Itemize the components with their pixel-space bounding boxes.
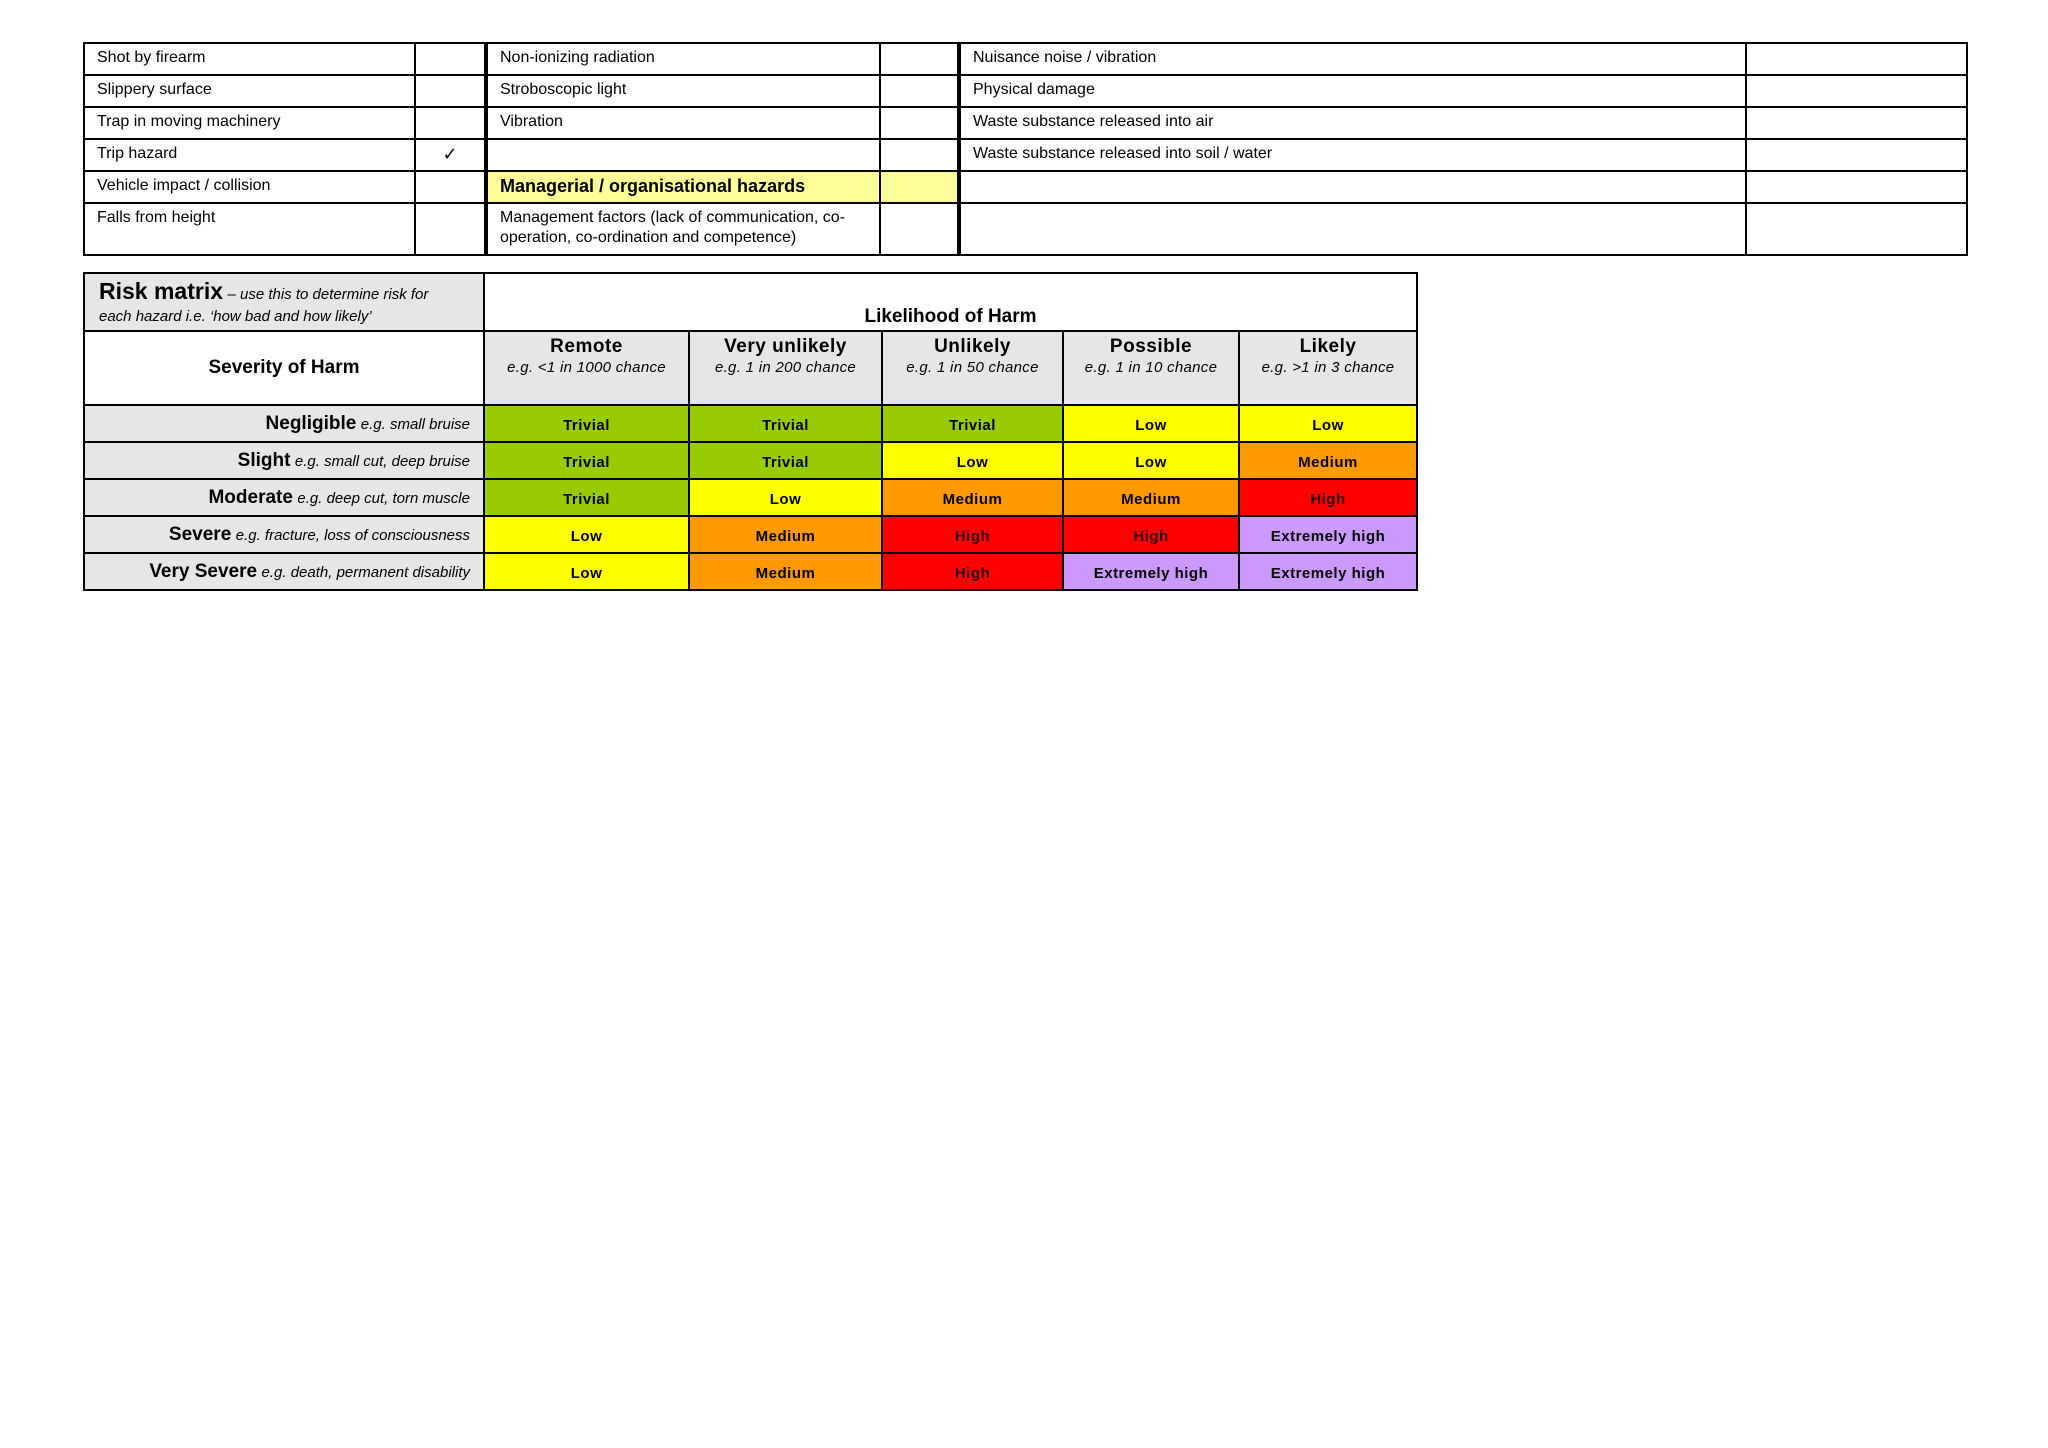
hazard-label: Physical damage xyxy=(959,75,1746,107)
matrix-title-note-line2: each hazard i.e. ‘how bad and how likely’ xyxy=(99,308,372,325)
matrix-column-header-row xyxy=(84,331,1417,405)
hazard-checklist-table xyxy=(83,42,1968,256)
likelihood-column-header xyxy=(1239,331,1417,405)
risk-matrix-table xyxy=(83,272,1418,591)
risk-level-cell: Medium xyxy=(689,516,882,553)
hazard-label xyxy=(959,171,1746,203)
hazard-label: Waste substance released into air xyxy=(959,107,1746,139)
table-row xyxy=(84,43,1967,75)
table-row xyxy=(84,203,1967,255)
table-row xyxy=(84,171,1967,203)
likelihood-name: Possible xyxy=(1109,336,1193,357)
severity-name: Severe xyxy=(168,523,232,545)
severity-name: Negligible xyxy=(265,412,357,434)
severity-name: Very Severe xyxy=(149,560,258,582)
severity-example: e.g. small bruise xyxy=(360,415,470,433)
hazard-check-cell[interactable] xyxy=(1746,75,1967,107)
risk-level-cell: Extremely high xyxy=(1239,516,1417,553)
hazard-check-cell[interactable] xyxy=(415,171,486,203)
severity-row-header xyxy=(84,516,484,553)
risk-level-cell: Low xyxy=(689,479,882,516)
table-row xyxy=(84,139,1967,171)
hazard-label: Falls from height xyxy=(84,203,415,255)
risk-level-cell: Medium xyxy=(689,553,882,590)
severity-row xyxy=(84,516,1417,553)
likelihood-name: Very unlikely xyxy=(724,336,847,357)
likelihood-column-header xyxy=(484,331,689,405)
hazard-label: Stroboscopic light xyxy=(486,75,880,107)
hazard-label: Management factors (lack of communication, co-operation, co-ordination and competence) xyxy=(486,203,880,255)
hazard-check-cell[interactable] xyxy=(1746,171,1967,203)
risk-level-cell: High xyxy=(1239,479,1417,516)
risk-level-cell: Extremely high xyxy=(1239,553,1417,590)
hazard-check-cell[interactable] xyxy=(415,203,486,255)
hazard-check-cell[interactable] xyxy=(880,43,959,75)
hazard-check-cell[interactable] xyxy=(415,107,486,139)
severity-row-header xyxy=(84,479,484,516)
matrix-title-cell xyxy=(84,273,484,331)
hazard-check-cell[interactable] xyxy=(1746,107,1967,139)
hazard-check-cell[interactable] xyxy=(880,107,959,139)
severity-example: e.g. small cut, deep bruise xyxy=(294,452,470,470)
likelihood-example: e.g. 1 in 10 chance xyxy=(1084,359,1218,376)
hazard-check-cell[interactable] xyxy=(880,139,959,171)
risk-level-cell: Low xyxy=(484,516,689,553)
likelihood-name: Likely xyxy=(1299,336,1357,357)
risk-level-cell: Extremely high xyxy=(1063,553,1239,590)
hazard-check-cell[interactable]: ✓ xyxy=(415,139,486,171)
likelihood-name: Unlikely xyxy=(934,336,1011,357)
hazard-check-cell[interactable] xyxy=(880,75,959,107)
risk-level-cell: Trivial xyxy=(689,442,882,479)
hazard-check-cell[interactable] xyxy=(415,43,486,75)
risk-level-cell: High xyxy=(882,553,1063,590)
risk-level-cell: Medium xyxy=(882,479,1063,516)
severity-example: e.g. deep cut, torn muscle xyxy=(297,489,470,507)
risk-level-cell: Low xyxy=(1063,442,1239,479)
severity-name: Slight xyxy=(237,449,291,471)
risk-level-cell: High xyxy=(882,516,1063,553)
hazard-label: Shot by firearm xyxy=(84,43,415,75)
risk-level-cell: Medium xyxy=(1239,442,1417,479)
risk-level-cell: Low xyxy=(484,553,689,590)
risk-level-cell: High xyxy=(1063,516,1239,553)
risk-level-cell: Trivial xyxy=(484,405,689,442)
table-row xyxy=(84,107,1967,139)
severity-name: Moderate xyxy=(208,486,293,508)
likelihood-header: Likelihood of Harm xyxy=(484,273,1417,331)
severity-row xyxy=(84,479,1417,516)
hazard-check-cell[interactable] xyxy=(1746,139,1967,171)
hazard-check-cell[interactable] xyxy=(1746,203,1967,255)
hazard-label: Trip hazard xyxy=(84,139,415,171)
hazard-label: Waste substance released into soil / water xyxy=(959,139,1746,171)
hazard-label: Vibration xyxy=(486,107,880,139)
severity-row-header xyxy=(84,442,484,479)
severity-header: Severity of Harm xyxy=(84,331,484,405)
hazard-check-cell[interactable] xyxy=(880,203,959,255)
hazard-label xyxy=(486,139,880,171)
hazard-label: Trap in moving machinery xyxy=(84,107,415,139)
likelihood-example: e.g. 1 in 50 chance xyxy=(906,359,1039,376)
likelihood-column-header xyxy=(689,331,882,405)
likelihood-example: e.g. 1 in 200 chance xyxy=(714,359,857,376)
matrix-title: Risk matrix xyxy=(99,278,224,304)
likelihood-name: Remote xyxy=(550,336,623,357)
risk-level-cell: Low xyxy=(1239,405,1417,442)
hazard-check-cell[interactable] xyxy=(1746,43,1967,75)
likelihood-example: e.g. <1 in 1000 chance xyxy=(507,359,666,376)
hazard-label: Non-ionizing radiation xyxy=(486,43,880,75)
severity-example: e.g. fracture, loss of consciousness xyxy=(235,526,470,544)
risk-level-cell: Trivial xyxy=(484,479,689,516)
hazard-label xyxy=(959,203,1746,255)
risk-level-cell: Trivial xyxy=(882,405,1063,442)
risk-level-cell: Low xyxy=(1063,405,1239,442)
risk-level-cell: Low xyxy=(882,442,1063,479)
hazard-check-cell[interactable] xyxy=(880,171,959,203)
likelihood-column-header xyxy=(882,331,1063,405)
risk-level-cell: Medium xyxy=(1063,479,1239,516)
severity-row xyxy=(84,405,1417,442)
risk-level-cell: Trivial xyxy=(689,405,882,442)
matrix-title-note: – use this to determine risk for xyxy=(227,286,429,303)
severity-row-header xyxy=(84,553,484,590)
hazard-label: Vehicle impact / collision xyxy=(84,171,415,203)
section-header-managerial: Managerial / organisational hazards xyxy=(486,171,880,203)
hazard-label: Slippery surface xyxy=(84,75,415,107)
likelihood-column-header xyxy=(1063,331,1239,405)
hazard-check-cell[interactable] xyxy=(415,75,486,107)
severity-example: e.g. death, permanent disability xyxy=(261,563,470,581)
likelihood-example: e.g. >1 in 3 chance xyxy=(1261,359,1395,376)
risk-level-cell: Trivial xyxy=(484,442,689,479)
matrix-title-row xyxy=(84,273,1417,331)
hazard-label: Nuisance noise / vibration xyxy=(959,43,1746,75)
severity-row xyxy=(84,442,1417,479)
severity-row xyxy=(84,553,1417,590)
severity-row-header xyxy=(84,405,484,442)
table-row xyxy=(84,75,1967,107)
